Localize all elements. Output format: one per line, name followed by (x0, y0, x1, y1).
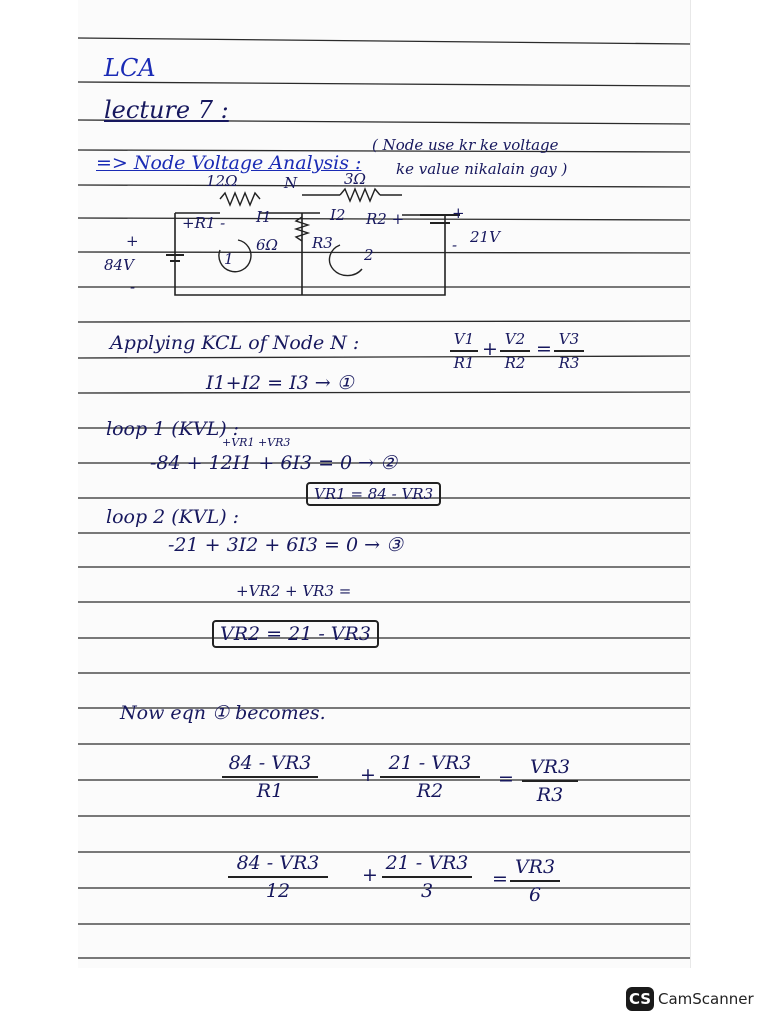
final-eq2-plus: + (362, 864, 378, 886)
final-eq2-term3: VR3 6 (510, 856, 560, 906)
r3-label: R3 (312, 234, 333, 252)
loop1-number: 1 (224, 250, 234, 268)
kcl-current-equation: I1+I2 = I3 → ① (206, 372, 354, 394)
source-84v-label: 84V (104, 256, 134, 274)
r2-value: 3Ω (344, 170, 366, 188)
topic-note-line2: ke value nikalain gay ) (396, 160, 568, 178)
final-eq2-equals: = (492, 868, 508, 890)
lecture-heading: lecture 7 : (104, 96, 229, 124)
loop2-number: 2 (364, 246, 374, 264)
i1-label: I1 (256, 208, 272, 226)
kcl-fraction-v2: V2 R2 (500, 330, 530, 372)
loop1-annotation: +VR1 +VR3 (222, 436, 291, 449)
camscanner-logo-icon: CS (626, 987, 654, 1011)
final-eq2-term2: 21 - VR3 3 (382, 852, 472, 902)
final-eq1-term2: 21 - VR3 R2 (380, 752, 480, 802)
r3-value: 6Ω (256, 236, 278, 254)
loop2-boxed-result: VR2 = 21 - VR3 (212, 620, 379, 648)
final-eq1-equals: = (498, 768, 514, 790)
subject-heading: LCA (104, 54, 156, 82)
final-eq1-term3: VR3 R3 (522, 756, 578, 806)
topic-title: => Node Voltage Analysis : (96, 152, 362, 174)
kcl-equals: = (536, 338, 552, 360)
final-eq1-plus: + (360, 764, 376, 786)
node-n-label: N (284, 174, 298, 192)
source-84v-minus: - (130, 278, 136, 296)
loop1-equation: -84 + 12I1 + 6I3 = 0 → ② (150, 452, 398, 474)
resistor-r1-symbol (220, 193, 260, 205)
r2-label: R2 + (366, 210, 405, 228)
loop2-substitution: +VR2 + VR3 = (236, 582, 352, 600)
source-21v-label: 21V (470, 228, 500, 246)
kcl-fraction-v1: V1 R1 (450, 330, 478, 372)
final-heading: Now eqn ① becomes. (120, 702, 326, 724)
source-21v-minus: - (452, 236, 458, 254)
final-eq2-term1: 84 - VR3 12 (228, 852, 328, 902)
final-eq1-term1: 84 - VR3 R1 (222, 752, 318, 802)
resistor-r2-symbol (340, 189, 380, 201)
r1-value: 12Ω (206, 172, 238, 190)
r1-label: +R1 - (182, 214, 226, 232)
kcl-plus: + (482, 338, 498, 360)
i2-label: I2 (330, 206, 346, 224)
loop2-heading: loop 2 (KVL) : (106, 506, 240, 528)
loop1-heading: loop 1 (KVL) : (106, 418, 240, 440)
kcl-fraction-v3: V3 R3 (554, 330, 584, 372)
loop1-boxed-result: VR1 = 84 - VR3 (306, 482, 441, 506)
camscanner-watermark (626, 986, 754, 1012)
loop2-equation: -21 + 3I2 + 6I3 = 0 → ③ (168, 534, 404, 556)
source-84v-plus: + (126, 232, 139, 250)
loop2-arrow (329, 245, 362, 276)
topic-note-line1: ( Node use kr ke voltage (372, 136, 559, 154)
camscanner-brand: CamScanner (658, 990, 754, 1008)
kcl-heading: Applying KCL of Node N : (110, 332, 360, 354)
source-21v-plus: + (452, 204, 465, 222)
